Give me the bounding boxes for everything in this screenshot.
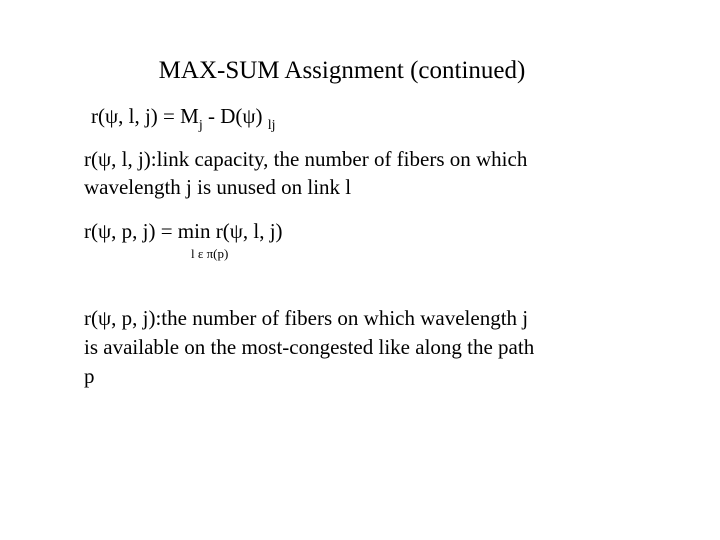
definition-2-line-1: r(ψ, p, j):the number of fibers on which wavelength j: [84, 306, 529, 330]
formula-link-capacity: [91, 102, 276, 134]
formula-subscript-lj: lj: [267, 118, 276, 133]
formula-subscript-j: j: [198, 118, 203, 133]
formula-min-capacity: r(ψ, p, j) = min r(ψ, l, j): [84, 219, 283, 243]
definition-1-line-2: wavelength j is unused on link l: [84, 175, 352, 199]
formula-lhs: r(ψ, l, j) = M: [91, 104, 199, 128]
slide-title: MAX-SUM Assignment (continued): [158, 57, 526, 84]
formula-min-subscript: l ε π(p): [191, 246, 229, 261]
definition-2-line-2: is available on the most-congested like along the path: [84, 335, 535, 359]
definition-2-line-3: p: [84, 364, 95, 388]
definition-1-line-1: r(ψ, l, j):link capacity, the number of fibers on which: [84, 147, 528, 171]
formula-middle: - D(ψ): [202, 104, 268, 128]
